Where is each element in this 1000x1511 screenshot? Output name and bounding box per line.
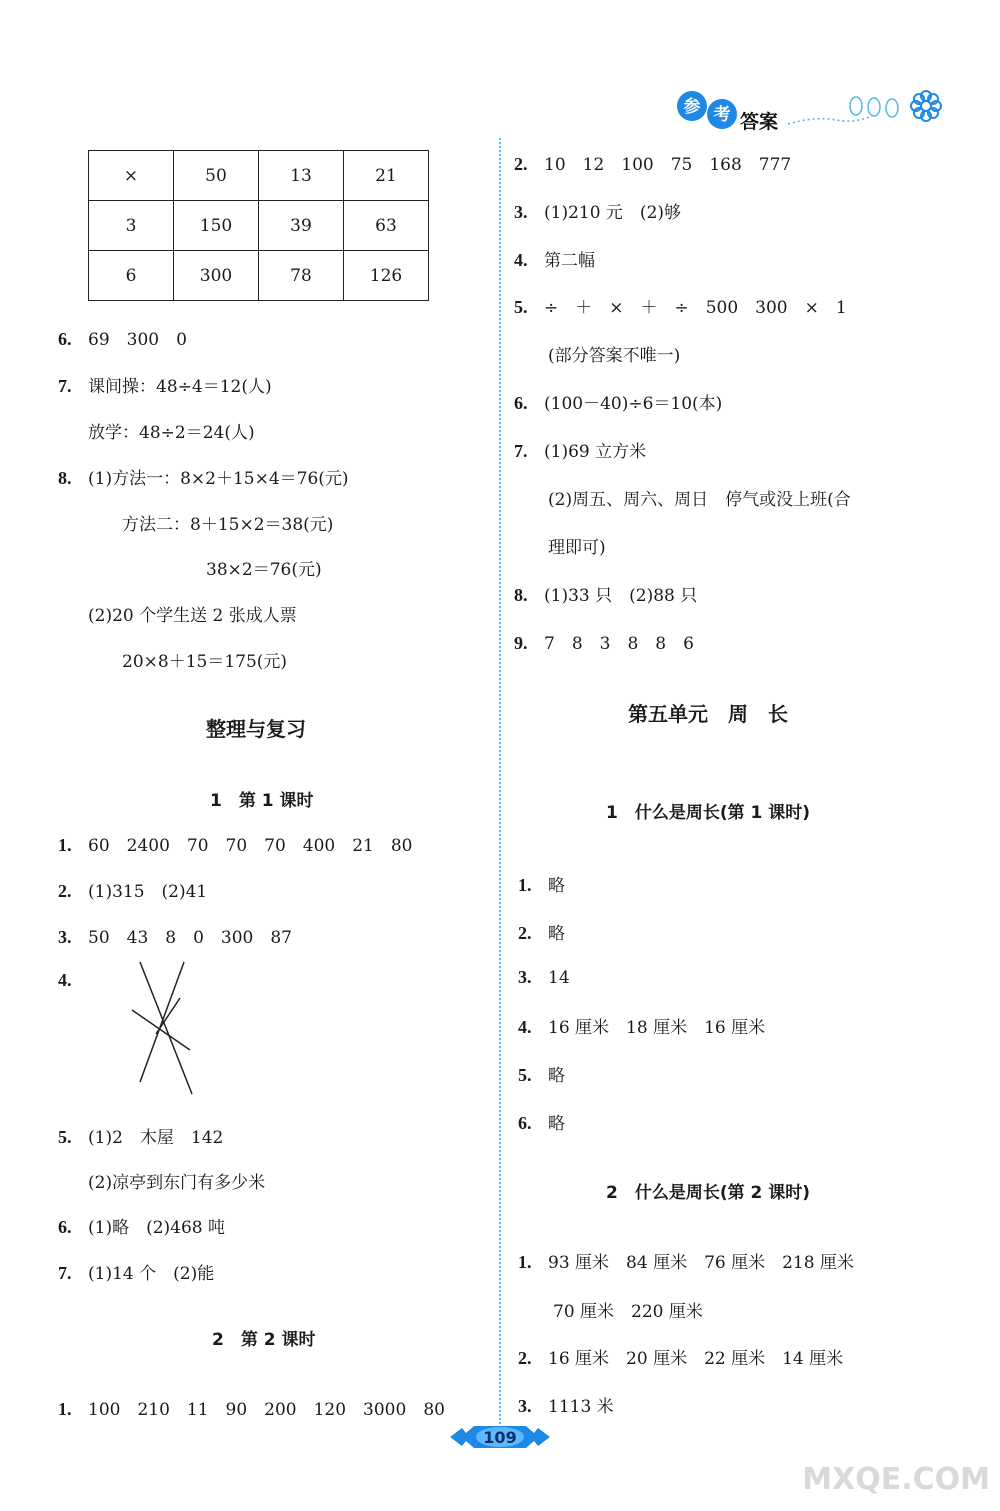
question-number: 6.	[58, 1217, 72, 1237]
question-number: 8.	[514, 585, 528, 605]
answer-line	[88, 601, 297, 626]
question-number: 3.	[58, 927, 72, 947]
answer-line	[122, 510, 333, 535]
answer-text: 10 12 100 75 168 777	[544, 155, 792, 175]
answer-text: 略	[548, 924, 565, 944]
table-cell: 21	[344, 151, 429, 201]
watermark: MXQE.COM	[802, 1462, 990, 1497]
header-char-1: 参	[683, 97, 701, 117]
question-number: 1.	[58, 1399, 72, 1419]
answer-line	[548, 533, 606, 558]
answer-text: (1)2 木屋 142	[88, 1128, 224, 1148]
answer-line	[553, 1297, 703, 1322]
question-number: 6.	[58, 329, 72, 349]
answer-line	[514, 629, 694, 654]
reference-answer-header	[676, 86, 946, 139]
question-number: 5.	[518, 1065, 532, 1085]
question-number: 2.	[514, 154, 528, 174]
answer-text: 课间操：48÷4＝12(人)	[88, 377, 272, 397]
answer-text: 放学：48÷2＝24(人)	[88, 423, 255, 443]
answer-line	[514, 389, 722, 414]
table-cell: 150	[174, 201, 259, 251]
question-number: 3.	[518, 1396, 532, 1416]
answer-text: 1113 米	[548, 1397, 614, 1417]
answer-text: 38×2＝76(元)	[206, 560, 322, 580]
header-decoration	[676, 86, 946, 134]
question-number: 3.	[514, 202, 528, 222]
question-number: 5.	[58, 1127, 72, 1147]
table-cell: 39	[259, 201, 344, 251]
answer-line	[514, 581, 697, 606]
intersecting-lines-figure	[128, 958, 198, 1098]
header-answer-text: 答案	[740, 111, 779, 133]
question-number: 1.	[58, 835, 72, 855]
section-title-review: 整理与复习	[206, 717, 306, 741]
answer-text: (2)凉亭到东门有多少米	[88, 1173, 266, 1193]
answer-line	[58, 1259, 214, 1284]
answer-line	[88, 1168, 265, 1193]
answer-text: (2)20 个学生送 2 张成人票	[88, 606, 297, 626]
answer-line	[514, 150, 791, 175]
lesson-1-title: 1 第 1 课时	[210, 791, 314, 811]
answer-line	[88, 418, 255, 443]
perimeter-lesson-1-title: 1 什么是周长(第 1 课时)	[606, 803, 811, 823]
answer-line	[518, 871, 565, 896]
multiplication-table	[88, 150, 429, 301]
answer-text: 方法二：8＋15×2＝38(元)	[122, 515, 334, 535]
answer-text: 100 210 11 90 200 120 3000 80	[88, 1400, 445, 1420]
table-cell: 50	[174, 151, 259, 201]
question-number: 7.	[514, 441, 528, 461]
answer-line	[518, 919, 565, 944]
answer-line	[548, 485, 851, 510]
answer-line	[514, 437, 646, 462]
answer-text: (100－40)÷6＝10(本)	[544, 394, 723, 414]
table-cell: 300	[174, 251, 259, 301]
answer-text: 略	[548, 876, 565, 896]
lesson-2-title: 2 第 2 课时	[212, 1330, 316, 1350]
table-cell: ×	[89, 151, 174, 201]
table-cell: 78	[259, 251, 344, 301]
answer-line	[514, 246, 595, 271]
question-number: 8.	[58, 468, 72, 488]
answer-text: (1)210 元 (2)够	[544, 203, 682, 223]
answer-text: (1)315 (2)41	[88, 882, 208, 902]
question-number: 7.	[58, 1263, 72, 1283]
answer-line	[518, 1392, 614, 1417]
question-number: 4.	[518, 1017, 532, 1037]
answer-text: 70 厘米 220 厘米	[553, 1302, 703, 1322]
question-number: 2.	[518, 1348, 532, 1368]
unit-5-title: 第五单元 周 长	[628, 702, 788, 726]
answer-text: 第二幅	[544, 251, 595, 271]
answer-line	[514, 198, 681, 223]
answer-line	[518, 967, 570, 988]
answer-line	[514, 293, 847, 318]
question-number: 6.	[518, 1113, 532, 1133]
answer-line	[518, 1109, 565, 1134]
question-number: 9.	[514, 633, 528, 653]
answer-line	[58, 1395, 445, 1420]
table-cell: 126	[344, 251, 429, 301]
answer-text: (2)周五、周六、周日 停气或没上班(合	[548, 490, 851, 510]
question-number: 4.	[514, 250, 528, 270]
table-row	[89, 251, 429, 301]
answer-line	[58, 970, 88, 991]
column-divider	[499, 138, 501, 1428]
question-number: 2.	[518, 923, 532, 943]
answer-line	[58, 923, 292, 948]
answer-line	[518, 1344, 843, 1369]
answer-text: 69 300 0	[88, 330, 187, 350]
answer-line	[518, 1013, 765, 1038]
answer-text: (1)33 只 (2)88 只	[544, 586, 698, 606]
answer-line	[58, 1123, 223, 1148]
question-number: 1.	[518, 875, 532, 895]
question-number: 2.	[58, 881, 72, 901]
page-number-badge	[448, 1424, 552, 1450]
question-number: 6.	[514, 393, 528, 413]
answer-text: 14	[548, 968, 570, 988]
answer-line	[548, 341, 680, 366]
answer-line	[58, 464, 349, 489]
answer-line	[58, 1213, 225, 1238]
answer-text: (1)略 (2)468 吨	[88, 1218, 226, 1238]
answer-text: 60 2400 70 70 70 400 21 80	[88, 836, 413, 856]
question-number: 1.	[518, 1252, 532, 1272]
answer-text: 略	[548, 1066, 565, 1086]
answer-line	[58, 325, 187, 350]
table-row	[89, 151, 429, 201]
answer-text: 50 43 8 0 300 87	[88, 928, 292, 948]
answer-text: 7 8 3 8 8 6	[544, 634, 694, 654]
answer-text: (1)69 立方米	[544, 442, 647, 462]
answer-text: 理即可)	[548, 538, 606, 558]
answer-line	[58, 877, 207, 902]
question-number: 7.	[58, 376, 72, 396]
answer-text: (1)方法一：8×2＋15×4＝76(元)	[88, 469, 349, 489]
answer-text: 16 厘米 20 厘米 22 厘米 14 厘米	[548, 1349, 844, 1369]
answer-text: (部分答案不唯一)	[548, 346, 681, 366]
question-number: 4.	[58, 970, 72, 990]
answer-line	[518, 1248, 854, 1273]
answer-text: ÷ ＋ × ＋ ÷ 500 300 × 1	[544, 298, 847, 318]
table-row	[89, 201, 429, 251]
answer-line	[206, 555, 322, 580]
table-cell: 6	[89, 251, 174, 301]
answer-text: 16 厘米 18 厘米 16 厘米	[548, 1018, 766, 1038]
answer-line	[58, 831, 413, 856]
answer-text: 略	[548, 1114, 565, 1134]
perimeter-lesson-2-title: 2 什么是周长(第 2 课时)	[606, 1183, 811, 1203]
answer-line	[518, 1061, 565, 1086]
answer-line	[58, 372, 272, 397]
answer-text: 20×8＋15＝175(元)	[122, 652, 288, 672]
question-number: 5.	[514, 297, 528, 317]
table-cell: 13	[259, 151, 344, 201]
table-cell: 3	[89, 201, 174, 251]
header-char-2: 考	[713, 105, 731, 125]
question-number: 3.	[518, 967, 532, 987]
answer-text: (1)14 个 (2)能	[88, 1264, 215, 1284]
answer-line	[122, 647, 287, 672]
table-cell: 63	[344, 201, 429, 251]
answer-text: 93 厘米 84 厘米 76 厘米 218 厘米	[548, 1253, 854, 1273]
page-number: 109	[483, 1428, 517, 1447]
flower-icon	[911, 91, 941, 121]
